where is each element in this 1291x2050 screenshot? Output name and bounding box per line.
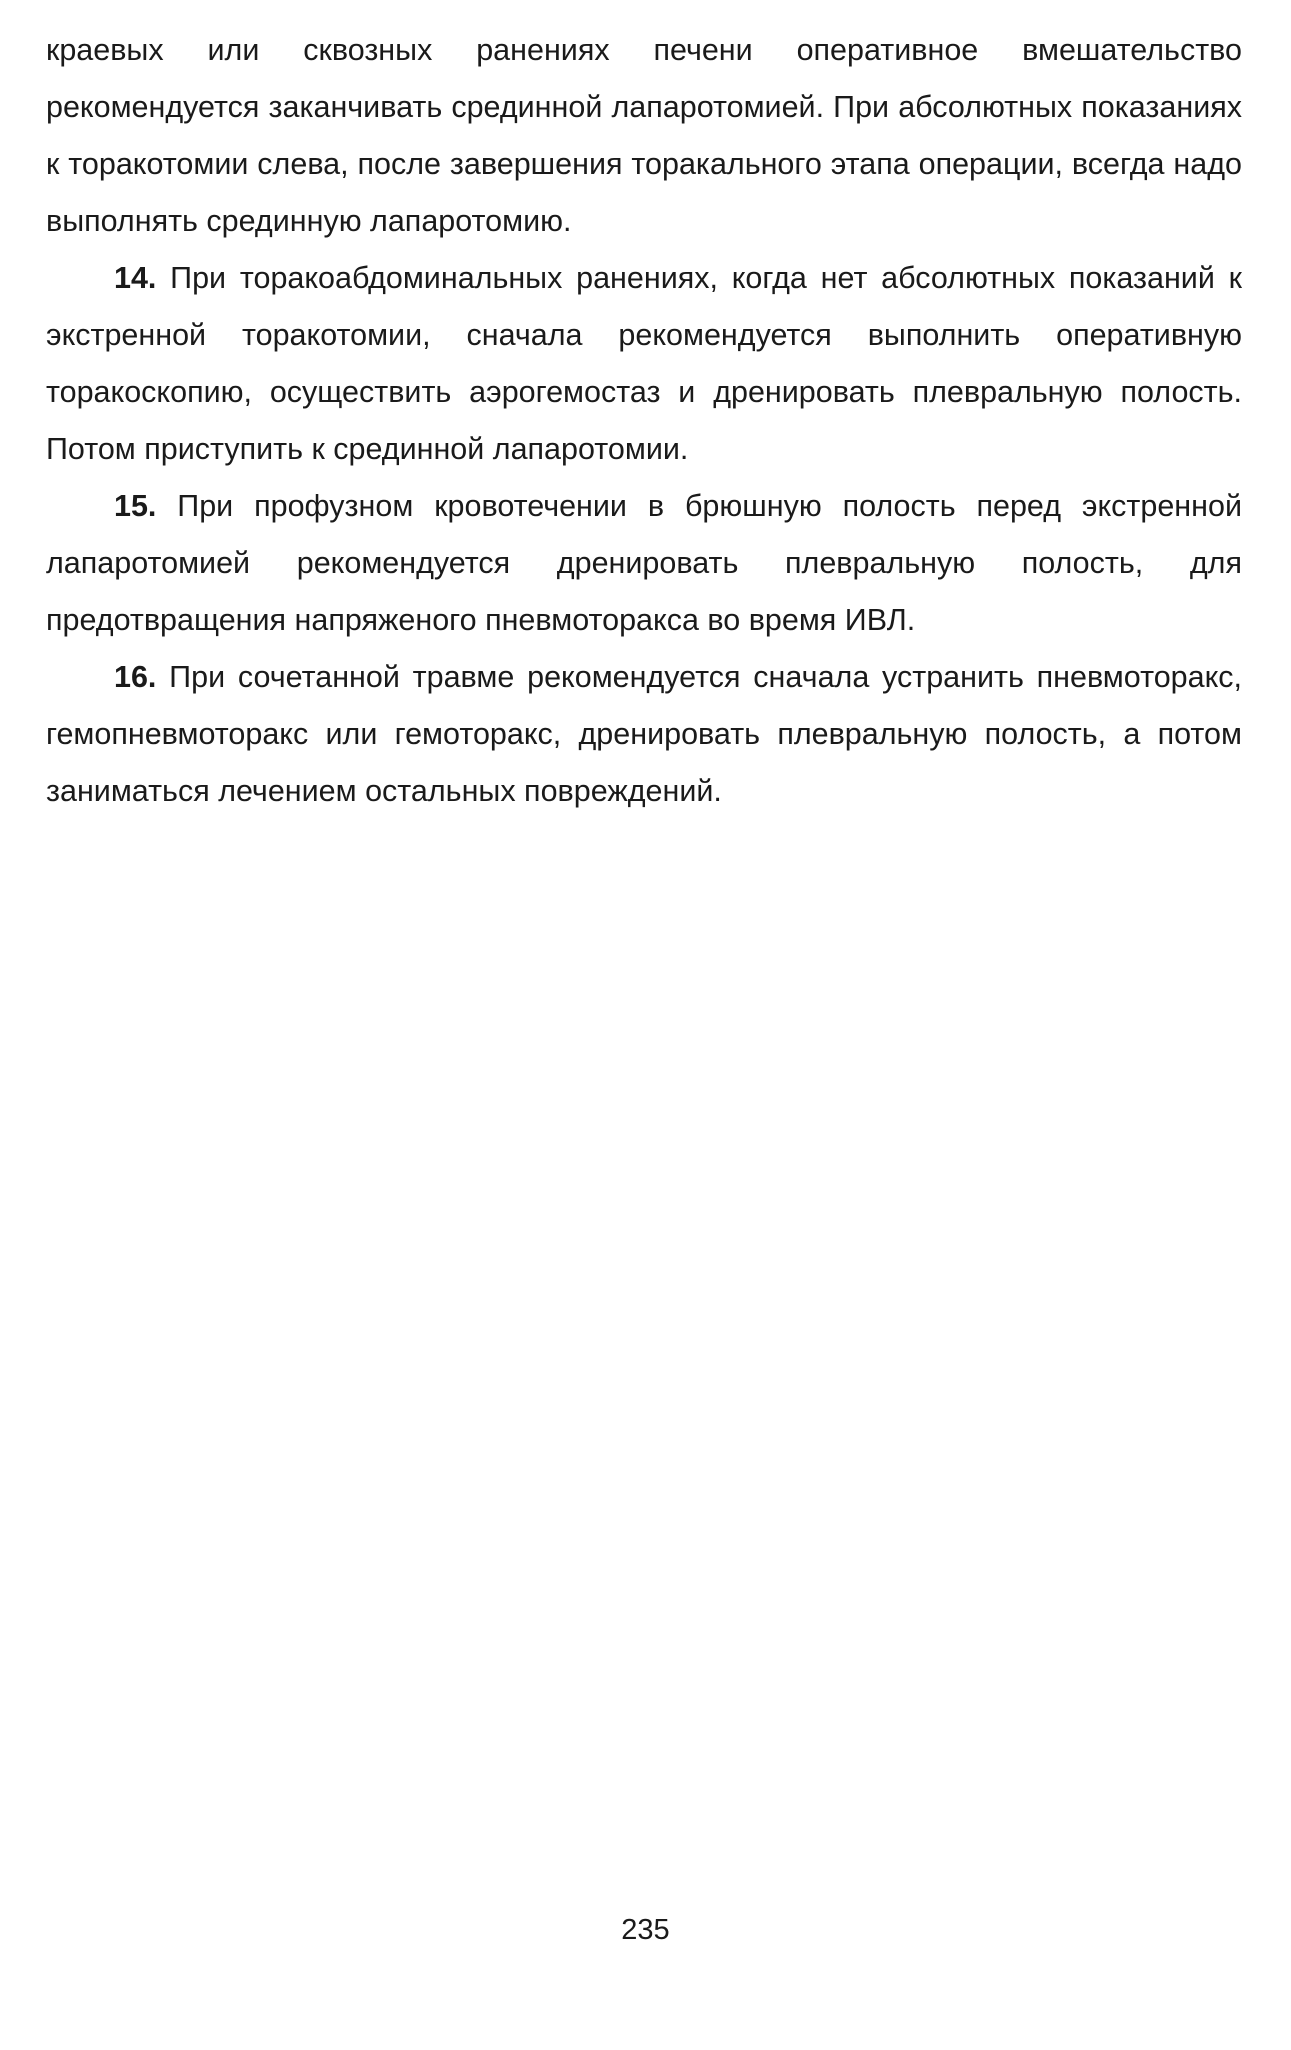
page-body-text: [46, 22, 1242, 820]
paragraph-text: При профузном кровотечении в брюшную полость перед экстренной лапаротомией рекомендуется дренировать плевральную полость, для предотвращения напряженого пневмоторакса во время ИВЛ.: [46, 489, 1242, 637]
item-number: 16.: [114, 660, 157, 694]
page-number: 235: [621, 1914, 670, 1946]
paragraph-text: При торакоабдоминальных ранениях, когда нет абсолютных показаний к экстренной торакотомии, сначала рекомендуется выполнить оперативную торакоскопию, осуществить аэрогемостаз и дренировать плевральную полость. Потом приступить к срединной лапаротомии.: [46, 261, 1242, 466]
item-number: 15.: [114, 489, 157, 523]
paragraph-text: краевых или сквозных ранениях печени оперативное вмешательство рекомендуется заканчивать срединной лапаротомией. При абсолютных показаниях к торакотомии слева, после завершения торакального этапа операции, всегда надо выполнять срединную лапаротомию.: [46, 33, 1242, 238]
paragraph-continuation: [46, 22, 1242, 250]
paragraph-item-16: [46, 649, 1242, 820]
item-number: 14.: [114, 261, 157, 295]
paragraph-text: При сочетанной травме рекомендуется сначала устранить пневмоторакс, гемопневмоторакс или гемоторакс, дренировать плевральную полость, а потом заниматься лечением остальных повреждений.: [46, 660, 1242, 808]
paragraph-item-15: [46, 478, 1242, 649]
paragraph-item-14: [46, 250, 1242, 478]
